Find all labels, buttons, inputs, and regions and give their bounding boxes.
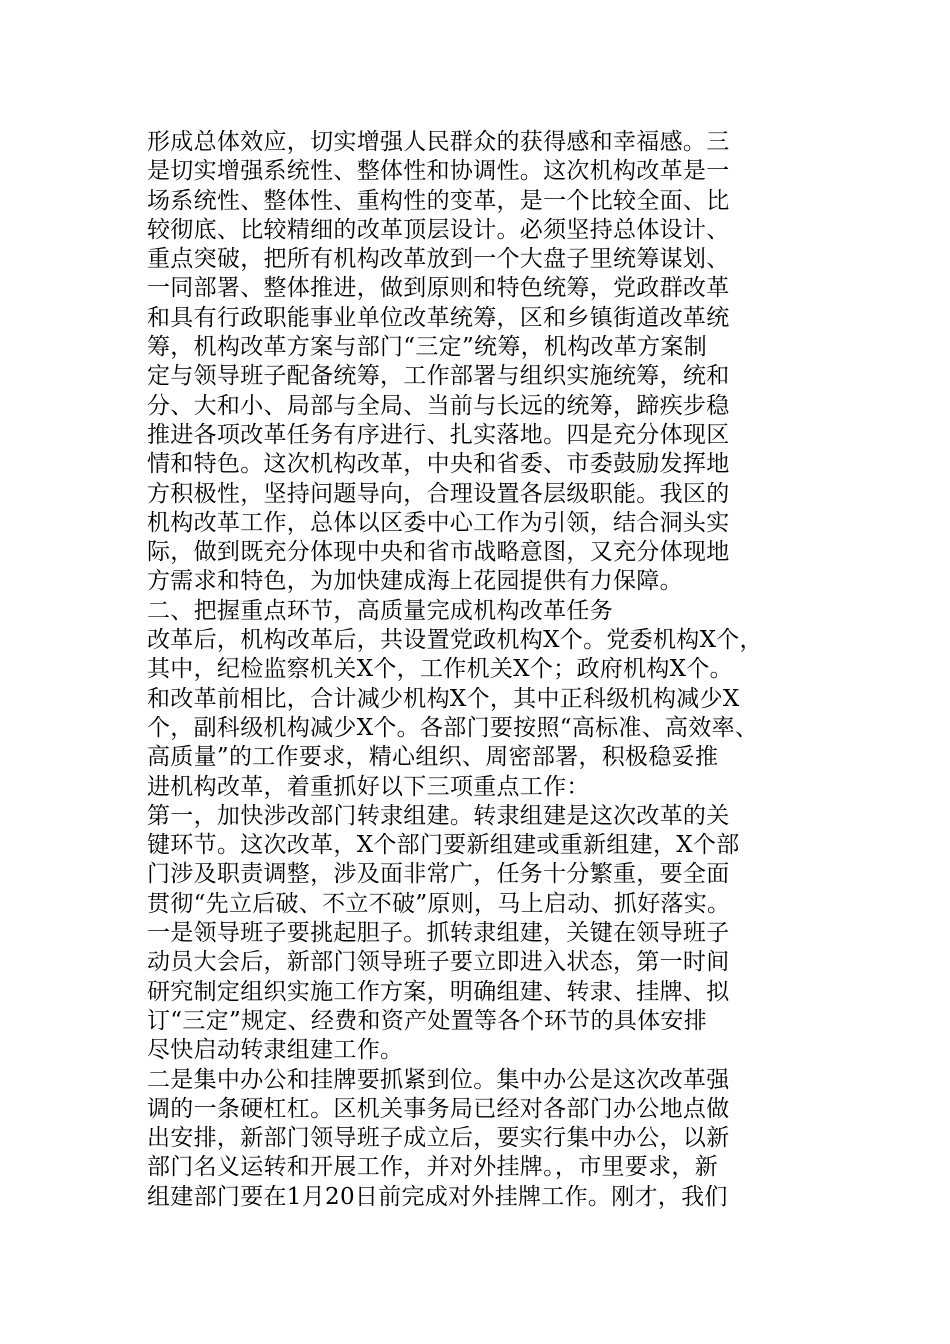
- text-line: 门涉及职责调整，涉及面非常广，任务十分繁重，要全面: [147, 861, 730, 888]
- text-line: 一同部署、整体推进，做到原则和特色统筹，党政群改革: [147, 275, 730, 302]
- text-line: 重点突破，把所有机构改革放到一个大盘子里统筹谋划、: [147, 246, 730, 273]
- text-line: 出安排，新部门领导班子成立后，要实行集中办公，以新: [147, 1125, 730, 1152]
- text-line: 部门名义运转和开展工作，并对外挂牌。，市里要求，新: [147, 1154, 718, 1181]
- text-line: 和具有行政职能事业单位改革统筹，区和乡镇街道改革统: [147, 304, 730, 331]
- text-line: 高质量”的工作要求，精心组织、周密部署，积极稳妥推: [147, 744, 719, 771]
- section-heading: 二、把握重点环节，高质量完成机构改革任务: [147, 597, 613, 624]
- text-line: 筹，机构改革方案与部门“三定”统筹，机构改革方案制: [147, 334, 708, 361]
- text-line: 研究制定组织实施工作方案，明确组建、转隶、挂牌、拟: [147, 978, 730, 1005]
- text-line: 个，副科级机构减少X个。各部门要按照“高标准、高效率、: [147, 714, 759, 741]
- text-line: 进机构改革，着重抓好以下三项重点工作：: [147, 773, 590, 800]
- text-line: 方积极性，坚持问题导向，合理设置各层级职能。我区的: [147, 480, 730, 507]
- text-line: 推进各项改革任务有序进行、扎实落地。四是充分体现区: [147, 421, 730, 448]
- text-line: 贯彻“先立后破、不立不破”原则，马上启动、抓好落实。: [147, 890, 731, 917]
- text-line: 改革后，机构改革后，共设置党政机构X个。党委机构X个，: [147, 627, 763, 654]
- text-line: 一是领导班子要挑起胆子。抓转隶组建，关键在领导班子: [147, 920, 730, 947]
- text-line: 二是集中办公和挂牌要抓紧到位。集中办公是这次改革强: [147, 1066, 730, 1093]
- document-body: [147, 128, 807, 1212]
- text-line: 机构改革工作，总体以区委中心工作为引领，结合洞头实: [147, 509, 730, 536]
- text-line: 形成总体效应，切实增强人民群众的获得感和幸福感。三: [147, 129, 730, 155]
- text-line: 其中，纪检监察机关X个，工作机关X个；政府机构X个。: [147, 656, 733, 683]
- text-line: 键环节。这次改革，X个部门要新组建或重新组建，X个部: [147, 832, 740, 859]
- text-line: 和改革前相比，合计减少机构X个，其中正科级机构减少X: [147, 685, 740, 712]
- text-line: 是切实增强系统性、整体性和协调性。这次机构改革是一: [147, 158, 730, 185]
- text-line: 情和特色。这次机构改革，中央和省委、市委鼓励发挥地: [147, 451, 730, 478]
- text-line: 场系统性、整体性、重构性的变革，是一个比较全面、比: [147, 187, 730, 214]
- text-line: 际，做到既充分体现中央和省市战略意图，又充分体现地: [147, 539, 730, 566]
- text-line: 分、大和小、局部与全局、当前与长远的统筹，蹄疾步稳: [147, 392, 730, 419]
- text-line: 较彻底、比较精细的改革顶层设计。必须坚持总体设计、: [147, 216, 730, 243]
- text-line: 尽快启动转隶组建工作。: [147, 1037, 404, 1064]
- text-line: 订“三定”规定、经费和资产处置等各个环节的具体安排: [147, 1007, 708, 1034]
- text-line: 动员大会后，新部门领导班子要立即进入状态，第一时间: [147, 949, 730, 976]
- text-line: 定与领导班子配备统筹，工作部署与组织实施统筹，统和: [147, 363, 730, 390]
- text-line: 方需求和特色，为加快建成海上花园提供有力保障。: [147, 568, 683, 595]
- text-line: 第一，加快涉改部门转隶组建。转隶组建是这次改革的关: [147, 802, 730, 829]
- text-line: 组建部门要在1月20日前完成对外挂牌工作。刚才，我们: [147, 1183, 728, 1210]
- text-line: 调的一条硬杠杠。区机关事务局已经对各部门办公地点做: [147, 1095, 730, 1122]
